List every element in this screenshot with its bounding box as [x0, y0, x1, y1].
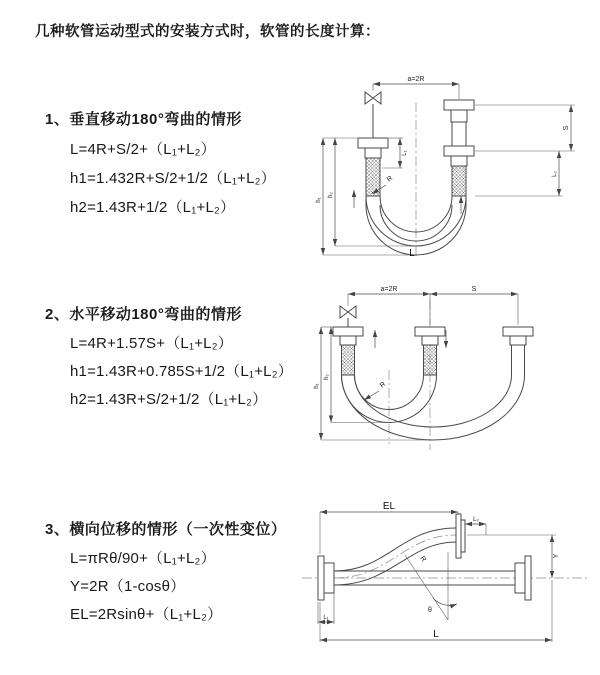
dim-label-h2: h₂	[324, 374, 330, 380]
dim-label-l1: L₁	[402, 150, 408, 156]
dim-label-l1: L₁	[323, 615, 329, 621]
diagram-vertical-bend	[313, 70, 585, 260]
dim-a2r	[348, 286, 518, 325]
dim-label-h2: h₂	[328, 192, 334, 198]
radius-label: R	[385, 174, 395, 184]
right-fitting	[444, 100, 474, 196]
case-1-heading: 1、垂直移动180°弯曲的情形	[45, 111, 242, 128]
case-2-formula-l: L=4R+1.57S+（L₁+L₂）	[70, 335, 233, 352]
case-3-formula-y: Y=2R（1-cosθ）	[70, 578, 186, 595]
s-curve-hose	[334, 514, 465, 585]
dim-a2r	[373, 76, 459, 99]
page-title: 几种软管运动型式的安装方式时，软管的长度计算：	[35, 24, 380, 40]
dim-el	[320, 501, 458, 554]
dim-label-length: L	[409, 248, 415, 259]
dim-h1	[314, 327, 433, 440]
case-1-formula-h2: h2=1.43R+1/2（L₁+L₂）	[70, 199, 236, 216]
dim-label-y: Y	[553, 553, 560, 559]
case-3-heading: 3、横向位移的情形（一次性变位）	[45, 521, 287, 538]
diagram-lateral-displacement	[300, 500, 590, 650]
angle-construction	[405, 552, 457, 620]
dim-label-a2r: a=2R	[407, 76, 425, 83]
dim-label-s: S	[471, 286, 477, 293]
dim-s	[475, 105, 575, 151]
dim-label-l2: L₂	[473, 517, 479, 523]
left-flange	[318, 556, 334, 600]
dim-label-h1: h₁	[314, 383, 320, 389]
radius-callout	[364, 381, 387, 400]
dim-label-a2r: a=2R	[380, 286, 398, 293]
case-2-formula-h1: h1=1.43R+0.785S+1/2（L₁+L₂）	[70, 363, 293, 380]
middle-fitting	[415, 327, 445, 375]
angle-label: θ	[428, 607, 432, 614]
dim-l2	[465, 517, 486, 535]
radius-label: R	[378, 380, 388, 390]
left-fitting	[333, 327, 363, 375]
case-3-formula-l: L=πRθ/90+（L₁+L₂）	[70, 550, 216, 567]
left-fitting	[358, 138, 388, 196]
centerline	[302, 535, 588, 578]
valve-icon	[365, 92, 381, 138]
diagram-horizontal-bend	[313, 282, 590, 457]
dim-y	[467, 535, 560, 578]
dim-label-s: S	[563, 125, 570, 131]
valve-icon	[340, 306, 356, 327]
dim-label-l2: L₂	[552, 171, 558, 177]
dim-label-l: L	[433, 629, 439, 640]
right-fitting	[503, 327, 533, 375]
case-1-formula-l: L=4R+S/2+（L₁+L₂）	[70, 141, 216, 158]
radius-label: R	[418, 555, 427, 564]
dim-label-el: EL	[382, 501, 396, 512]
dim-label-h1: h₁	[316, 197, 322, 203]
dim-l2	[475, 151, 563, 196]
case-2-formula-h2: h2=1.43R+S/2+1/2（L₁+L₂）	[70, 391, 268, 408]
case-2-heading: 2、水平移动180°弯曲的情形	[45, 306, 242, 323]
case-1-formula-h1: h1=1.432R+S/2+1/2（L₁+L₂）	[70, 170, 276, 187]
hose-u-bends	[342, 375, 525, 440]
dim-s	[430, 286, 518, 294]
case-3-formula-el: EL=2Rsinθ+（L₁+L₂）	[70, 606, 223, 623]
